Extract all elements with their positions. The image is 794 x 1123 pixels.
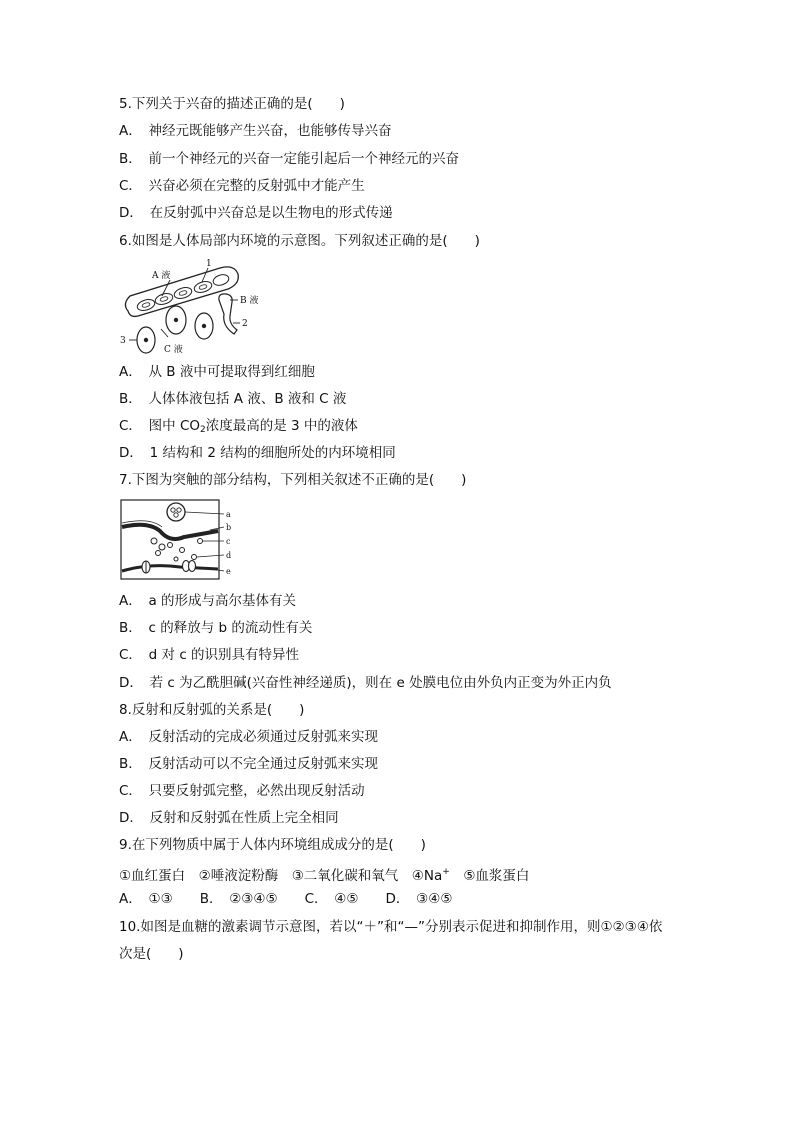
question-5-option-b: B． 前一个神经元的兴奋一定能引起后一个神经元的兴奋 [119, 151, 460, 167]
label-2: 2 [242, 319, 248, 329]
synapse-figure [120, 497, 236, 583]
substances-pre: ①血红蛋白 ②唾液淀粉酶 ③二氧化碳和氧气 ④Na [119, 868, 443, 884]
question-9-substances [119, 863, 529, 885]
question-6-stem: 6.如图是人体局部内环境的示意图。下列叙述正确的是( ) [119, 233, 480, 249]
question-5-option-a: A． 神经元既能够产生兴奋，也能够传导兴奋 [119, 123, 392, 139]
synapse-label-d: d [226, 551, 232, 560]
label-c-fluid: C 液 [164, 345, 183, 355]
question-6-option-a: A． 从 B 液中可提取得到红细胞 [119, 364, 315, 380]
option-c-text-pre: C． 图中 CO [119, 418, 201, 434]
question-5-stem: 5.下列关于兴奋的描述正确的是( ) [119, 96, 345, 112]
question-9-answers: A． ①③ B． ②③④⑤ C． ④⑤ D． ③④⑤ [119, 891, 453, 907]
question-7-option-c: C． d 对 c 的识别具有特异性 [119, 647, 300, 663]
question-8-stem: 8.反射和反射弧的关系是( ) [119, 702, 305, 718]
question-9-stem: 9.在下列物质中属于人体内环境组成成分的是( ) [119, 837, 426, 853]
subscript-2: 2 [200, 425, 206, 435]
question-10-stem-line1: 10.如图是血糖的激素调节示意图，若以“＋”和“—”分别表示促进和抑制作用，则①②③④依 [119, 919, 663, 935]
question-6-option-c [119, 417, 358, 439]
internal-environment-figure [116, 256, 276, 358]
label-3: 3 [120, 336, 126, 346]
superscript-plus: + [442, 867, 450, 877]
question-8-option-a: A． 反射活动的完成必须通过反射弧来实现 [119, 729, 378, 745]
label-b-fluid: B 液 [240, 296, 259, 306]
question-5-option-c: C． 兴奋必须在完整的反射弧中才能产生 [119, 178, 365, 194]
option-c-text-post: 浓度最高的是 3 中的液体 [205, 418, 358, 434]
substances-post: ⑤血浆蛋白 [449, 868, 530, 884]
question-8-option-d: D． 反射和反射弧在性质上完全相同 [119, 810, 339, 826]
synapse-label-c: c [226, 537, 231, 546]
question-8-option-c: C． 只要反射弧完整，必然出现反射活动 [119, 783, 365, 799]
label-a-fluid: A 液 [152, 271, 171, 281]
question-7-stem: 7.下图为突触的部分结构，下列相关叙述不正确的是( ) [119, 472, 467, 488]
question-6-option-d: D． 1 结构和 2 结构的细胞所处的内环境相同 [119, 445, 396, 461]
question-7-option-a: A． a 的形成与高尔基体有关 [119, 593, 297, 609]
question-7-option-d: D． 若 c 为乙酰胆碱(兴奋性神经递质)，则在 e 处膜电位由外负内正变为外正内负 [119, 675, 612, 691]
synapse-label-b: b [226, 523, 232, 532]
question-8-option-b: B． 反射活动可以不完全通过反射弧来实现 [119, 756, 379, 772]
question-5-option-d: D． 在反射弧中兴奋总是以生物电的形式传递 [119, 205, 393, 221]
synapse-label-e: e [226, 567, 231, 576]
question-6-option-b: B． 人体体液包括 A 液、B 液和 C 液 [119, 391, 347, 407]
question-7-option-b: B． c 的释放与 b 的流动性有关 [119, 620, 313, 636]
synapse-label-a: a [226, 510, 231, 519]
label-1: 1 [206, 259, 212, 269]
question-10-stem-line2: 次是( ) [119, 946, 184, 962]
